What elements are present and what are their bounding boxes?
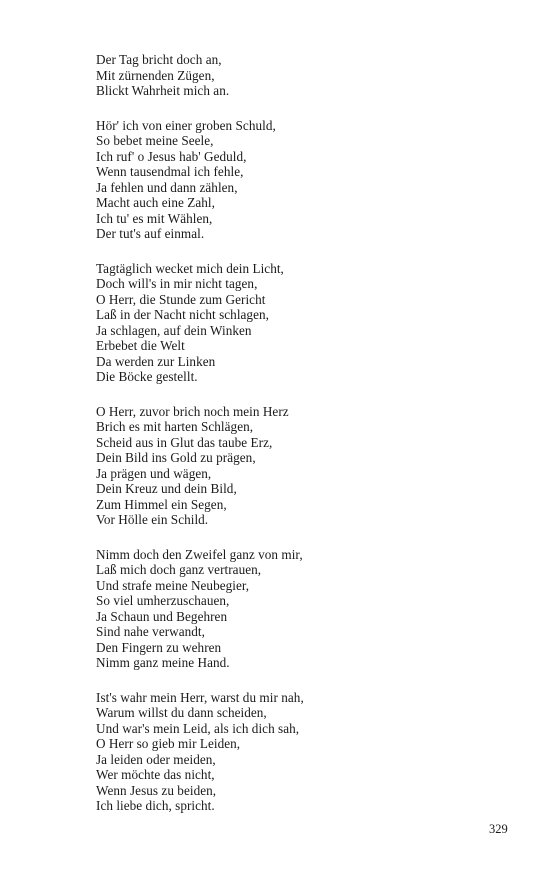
verse-line: Ja schlagen, auf dein Winken xyxy=(96,322,252,338)
verse-line: Sind nahe verwandt, xyxy=(96,624,205,639)
verse-line: Wenn tausendmal ich fehle, xyxy=(96,164,244,179)
verse-line: Und war's mein Leid, als ich dich sah, xyxy=(96,720,300,736)
verse-line: Der Tag bricht doch an, xyxy=(96,52,222,67)
verse-line: Tagtäglich wecket mich dein Licht, xyxy=(96,260,284,276)
verse-line: Ist's wahr mein Herr, warst du mir nah, xyxy=(96,689,304,705)
verse-line: Dein Kreuz und dein Bild, xyxy=(96,481,237,496)
verse-line: Brich es mit harten Schlägen, xyxy=(96,419,254,434)
verse-line: Wenn Jesus zu beiden, xyxy=(96,782,217,798)
stanza xyxy=(96,52,516,99)
verse-line: O Herr, die Stunde zum Gericht xyxy=(96,291,266,307)
stanza xyxy=(96,547,516,671)
verse-line: Die Böcke gestellt. xyxy=(96,369,198,384)
verse-line: O Herr, zuvor brich noch mein Herz xyxy=(96,403,289,419)
verse-line: Ja fehlen und dann zählen, xyxy=(96,179,238,195)
verse-line: Und strafe meine Neubegier, xyxy=(96,577,250,593)
stanza xyxy=(96,690,516,814)
verse-line: Vor Hölle ein Schild. xyxy=(96,512,209,527)
verse-line: So bebet meine Seele, xyxy=(96,133,214,148)
stanza xyxy=(96,261,516,385)
verse-line: Ja prägen und wägen, xyxy=(96,465,212,481)
verse-line: Macht auch eine Zahl, xyxy=(96,195,215,210)
verse-line: Ich tu' es mit Wählen, xyxy=(96,210,213,226)
verse-line: Hör' ich von einer groben Schuld, xyxy=(96,117,276,133)
verse-line: Der tut's auf einmal. xyxy=(96,226,205,241)
poem-body xyxy=(96,52,516,833)
verse-line: Mit zürnenden Zügen, xyxy=(96,67,215,83)
verse-line: Wer möchte das nicht, xyxy=(96,767,215,782)
verse-line: Nimm doch den Zweifel ganz von mir, xyxy=(96,546,303,562)
stanza xyxy=(96,118,516,242)
page-number: 329 xyxy=(489,822,508,836)
verse-line: Ja Schaun und Begehren xyxy=(96,608,228,624)
verse-line: Zum Himmel ein Segen, xyxy=(96,496,227,512)
verse-line: Doch will's in mir nicht tagen, xyxy=(96,276,258,291)
verse-line: Warum willst du dann scheiden, xyxy=(96,705,267,720)
verse-line: Ja leiden oder meiden, xyxy=(96,751,216,767)
verse-line: Den Fingern zu wehren xyxy=(96,639,222,655)
verse-line: Nimm ganz meine Hand. xyxy=(96,655,230,670)
verse-line: Laß in der Nacht nicht schlagen, xyxy=(96,307,269,322)
verse-line: Dein Bild ins Gold zu prägen, xyxy=(96,450,256,465)
verse-line: Erbebet die Welt xyxy=(96,338,185,353)
verse-line: Da werden zur Linken xyxy=(96,353,216,369)
verse-line: O Herr so gieb mir Leiden, xyxy=(96,736,241,751)
stanza xyxy=(96,404,516,528)
verse-line: Scheid aus in Glut das taube Erz, xyxy=(96,434,273,450)
verse-line: Ich ruf' o Jesus hab' Geduld, xyxy=(96,148,247,164)
verse-line: So viel umherzuschauen, xyxy=(96,593,230,608)
verse-line: Ich liebe dich, spricht. xyxy=(96,798,215,813)
verse-line: Blickt Wahrheit mich an. xyxy=(96,83,230,98)
verse-line: Laß mich doch ganz vertrauen, xyxy=(96,562,262,577)
